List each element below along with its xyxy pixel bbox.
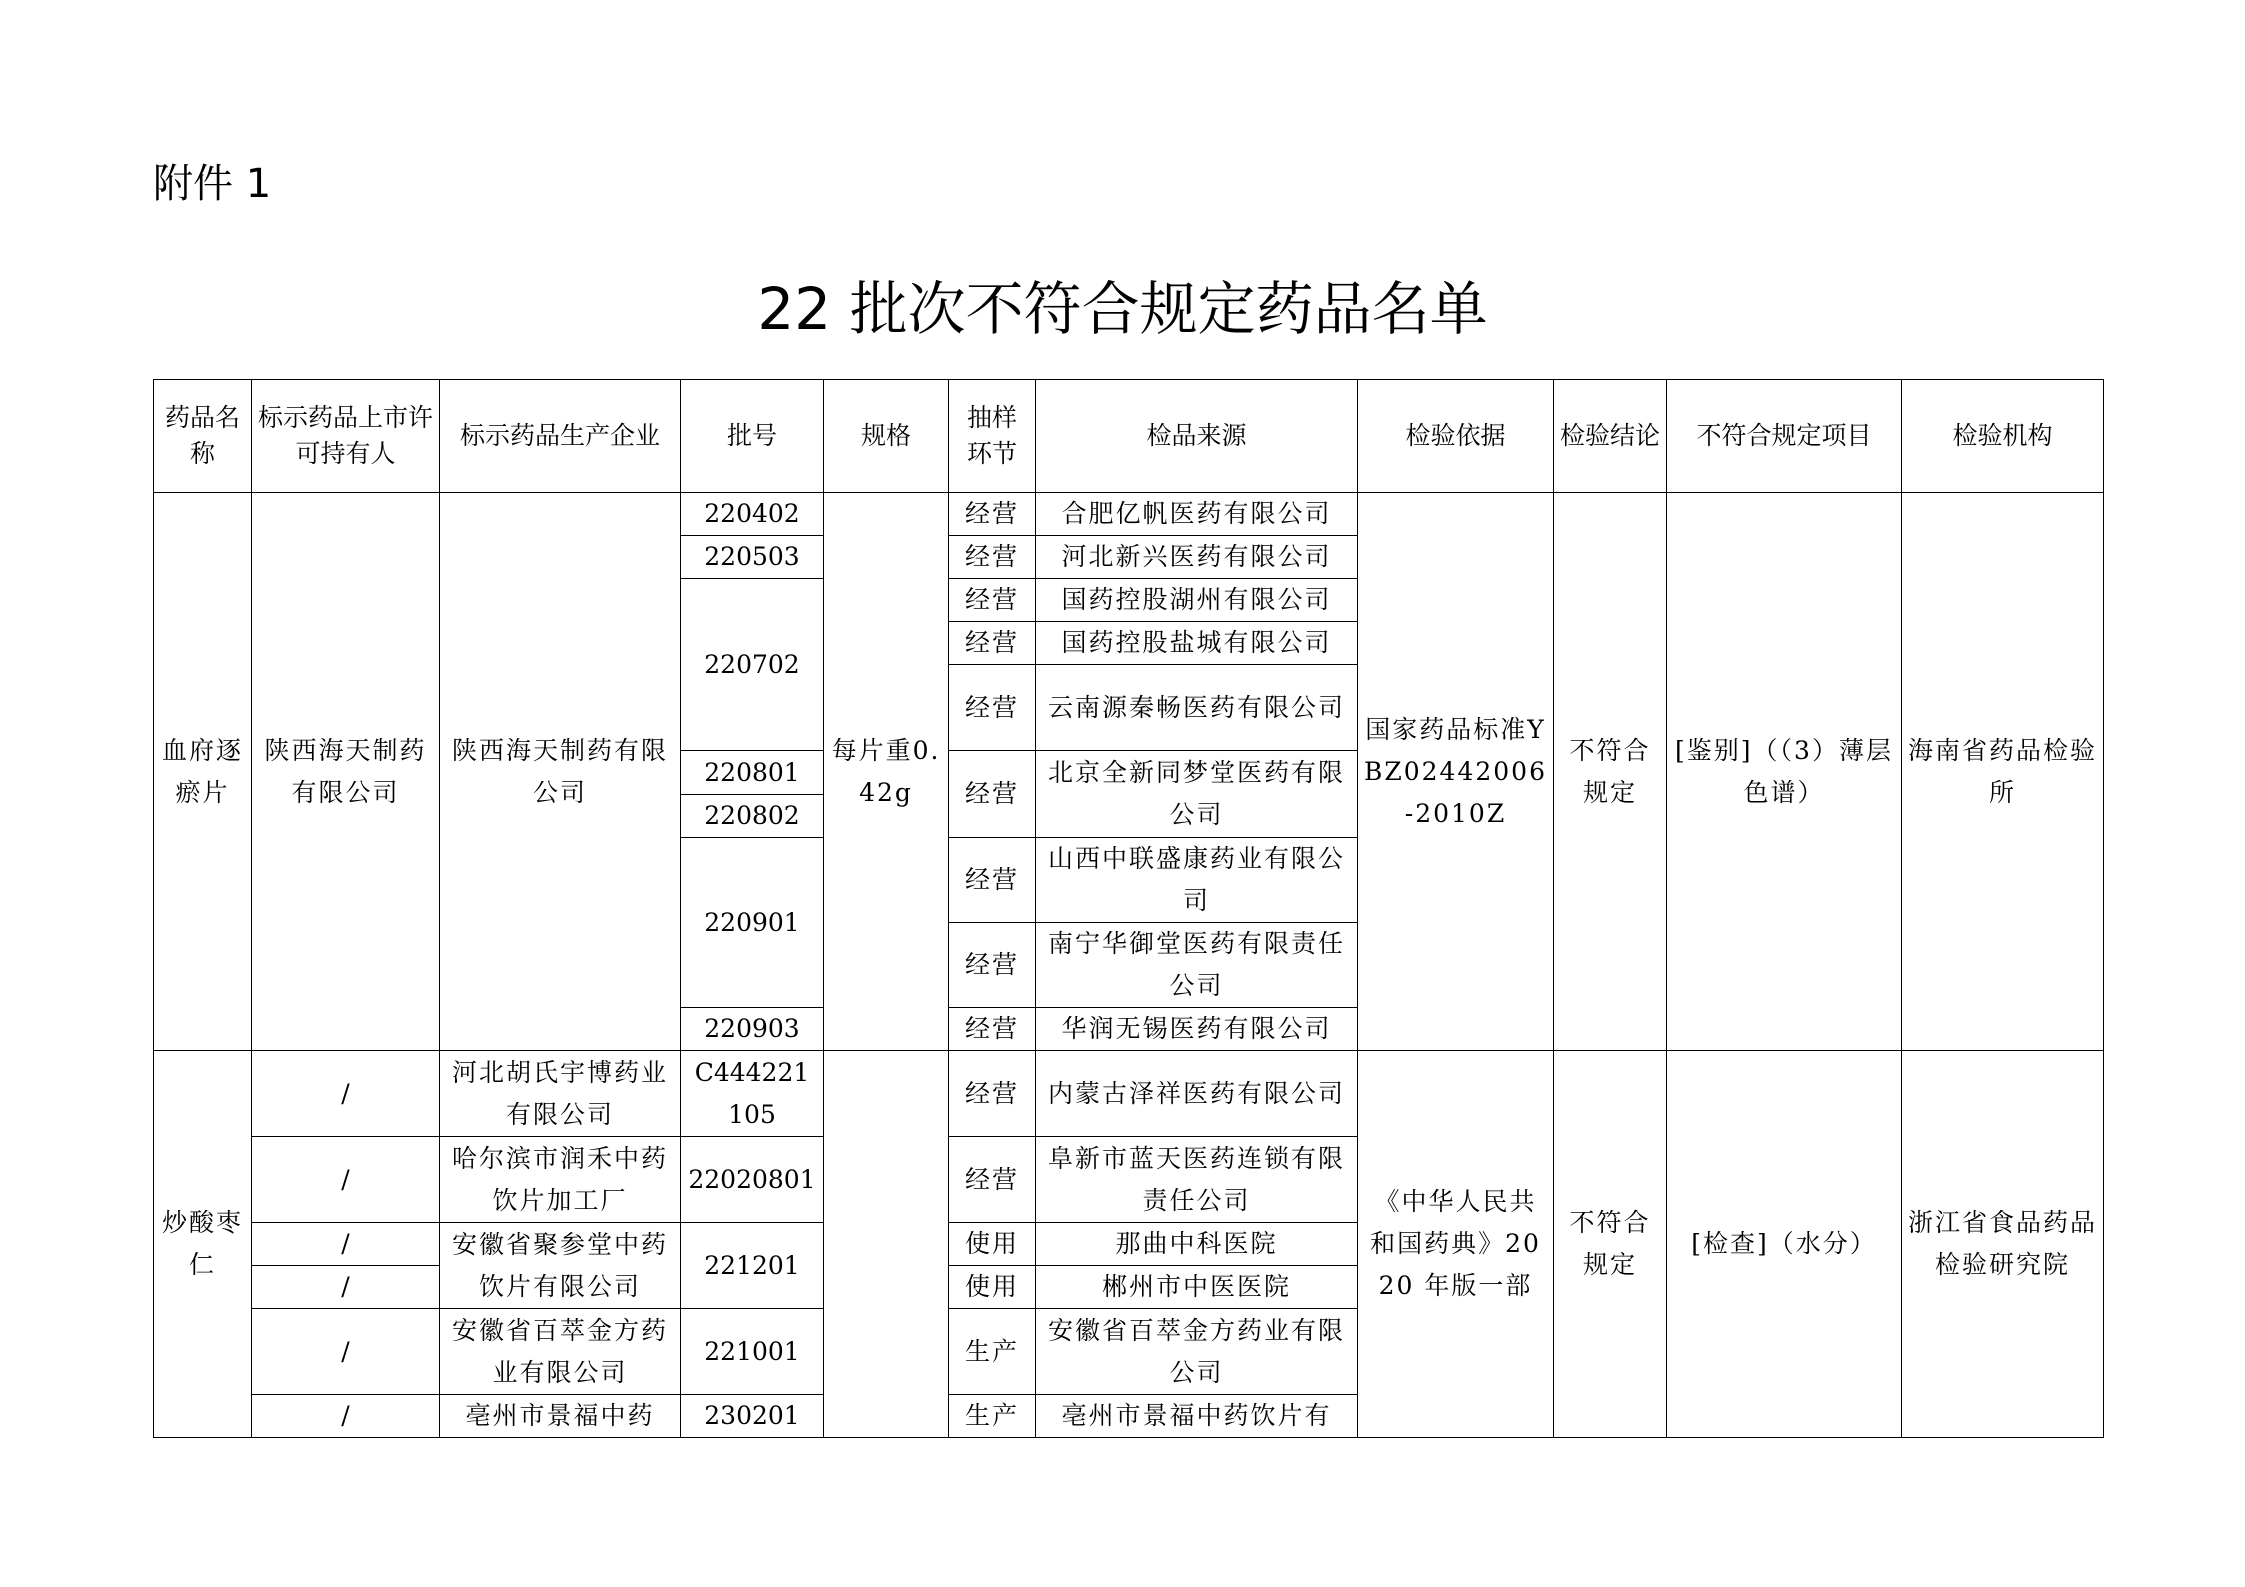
nonconforming-item: [鉴别]（（3）薄层色谱） (1667, 493, 1902, 1051)
test-basis: 《中华人民共和国药典》2020 年版一部 (1358, 1051, 1554, 1438)
manufacturer: 哈尔滨市润禾中药饮片加工厂 (440, 1137, 681, 1223)
sampling-stage: 生产 (949, 1309, 1036, 1395)
sample-source: 山西中联盛康药业有限公司 (1036, 838, 1358, 923)
sample-source: 安徽省百萃金方药业有限公司 (1036, 1309, 1358, 1395)
sampling-stage: 经营 (949, 536, 1036, 579)
header-institution: 检验机构 (1902, 380, 2104, 493)
sample-source: 那曲中科医院 (1036, 1223, 1358, 1266)
header-basis: 检验依据 (1358, 380, 1554, 493)
batch-number: 220901 (681, 838, 824, 1008)
sampling-stage: 经营 (949, 579, 1036, 622)
mah: 陕西海天制药有限公司 (252, 493, 440, 1051)
mah: / (252, 1266, 440, 1309)
sample-source: 国药控股盐城有限公司 (1036, 622, 1358, 665)
batch-number: 220702 (681, 579, 824, 751)
drug-name: 炒酸枣仁 (154, 1051, 252, 1438)
mah: / (252, 1051, 440, 1137)
drug-name: 血府逐瘀片 (154, 493, 252, 1051)
manufacturer: 河北胡氏宇博药业有限公司 (440, 1051, 681, 1137)
header-batch: 批号 (681, 380, 824, 493)
sample-source: 云南源秦畅医药有限公司 (1036, 665, 1358, 751)
header-conclusion: 检验结论 (1554, 380, 1667, 493)
sampling-stage: 经营 (949, 1137, 1036, 1223)
batch-number: 220402 (681, 493, 824, 536)
batch-number: 220801 (681, 751, 823, 795)
sampling-stage: 经营 (949, 622, 1036, 665)
batch-number (681, 751, 824, 838)
sample-source: 华润无锡医药有限公司 (1036, 1008, 1358, 1051)
manufacturer: 安徽省聚参堂中药饮片有限公司 (440, 1223, 681, 1309)
sample-source: 阜新市蓝天医药连锁有限责任公司 (1036, 1137, 1358, 1223)
manufacturer: 安徽省百萃金方药业有限公司 (440, 1309, 681, 1395)
mah: / (252, 1137, 440, 1223)
sample-source: 北京全新同梦堂医药有限公司 (1036, 751, 1358, 838)
sampling-stage: 经营 (949, 1051, 1036, 1137)
mah: / (252, 1395, 440, 1438)
batch-number: 220802 (704, 801, 800, 830)
header-item: 不符合规定项目 (1667, 380, 1902, 493)
sampling-stage: 经营 (949, 665, 1036, 751)
test-institution: 浙江省食品药品检验研究院 (1902, 1051, 2104, 1438)
sample-source: 郴州市中医医院 (1036, 1266, 1358, 1309)
spec (824, 1051, 949, 1438)
sampling-stage: 生产 (949, 1395, 1036, 1438)
manufacturer: 亳州市景福中药 (440, 1395, 681, 1438)
batch-number: 22020801 (681, 1137, 824, 1223)
sample-source: 河北新兴医药有限公司 (1036, 536, 1358, 579)
sample-source: 内蒙古泽祥医药有限公司 (1036, 1051, 1358, 1137)
header-manufacturer: 标示药品生产企业 (440, 380, 681, 493)
header-row (154, 380, 2104, 493)
sample-source: 合肥亿帆医药有限公司 (1036, 493, 1358, 536)
table-row (154, 493, 2104, 536)
batch-number: 221201 (681, 1223, 824, 1309)
table-row (154, 1051, 2104, 1137)
test-institution: 海南省药品检验所 (1902, 493, 2104, 1051)
sample-source: 国药控股湖州有限公司 (1036, 579, 1358, 622)
sampling-stage: 经营 (949, 923, 1036, 1008)
batch-number: 230201 (681, 1395, 824, 1438)
mah: / (252, 1223, 440, 1266)
header-stage: 抽样环节 (949, 380, 1036, 493)
sampling-stage: 经营 (949, 838, 1036, 923)
header-source: 检品来源 (1036, 380, 1358, 493)
nonconforming-item: [检查]（水分） (1667, 1051, 1902, 1438)
mah: / (252, 1309, 440, 1395)
sampling-stage: 经营 (949, 751, 1036, 838)
test-conclusion: 不符合规定 (1554, 493, 1667, 1051)
batch-number: 221001 (681, 1309, 824, 1395)
sampling-stage: 使用 (949, 1266, 1036, 1309)
test-conclusion: 不符合规定 (1554, 1051, 1667, 1438)
sample-source: 亳州市景福中药饮片有 (1036, 1395, 1358, 1438)
header-drug-name: 药品名称 (154, 380, 252, 493)
sampling-stage: 经营 (949, 1008, 1036, 1051)
header-spec: 规格 (824, 380, 949, 493)
spec: 每片重0.42g (824, 493, 949, 1051)
sampling-stage: 经营 (949, 493, 1036, 536)
nonconforming-drug-table (153, 379, 2104, 1438)
attachment-label: 附件 1 (153, 161, 272, 207)
test-basis: 国家药品标准YBZ02442006-2010Z (1358, 493, 1554, 1051)
page-title: 22 批次不符合规定药品名单 (757, 275, 1488, 343)
batch-number: C444221105 (681, 1051, 824, 1137)
header-mah: 标示药品上市许可持有人 (252, 380, 440, 493)
batch-number: 220903 (681, 1008, 824, 1051)
manufacturer: 陕西海天制药有限公司 (440, 493, 681, 1051)
sample-source: 南宁华御堂医药有限责任公司 (1036, 923, 1358, 1008)
batch-number: 220503 (681, 536, 824, 579)
sampling-stage: 使用 (949, 1223, 1036, 1266)
